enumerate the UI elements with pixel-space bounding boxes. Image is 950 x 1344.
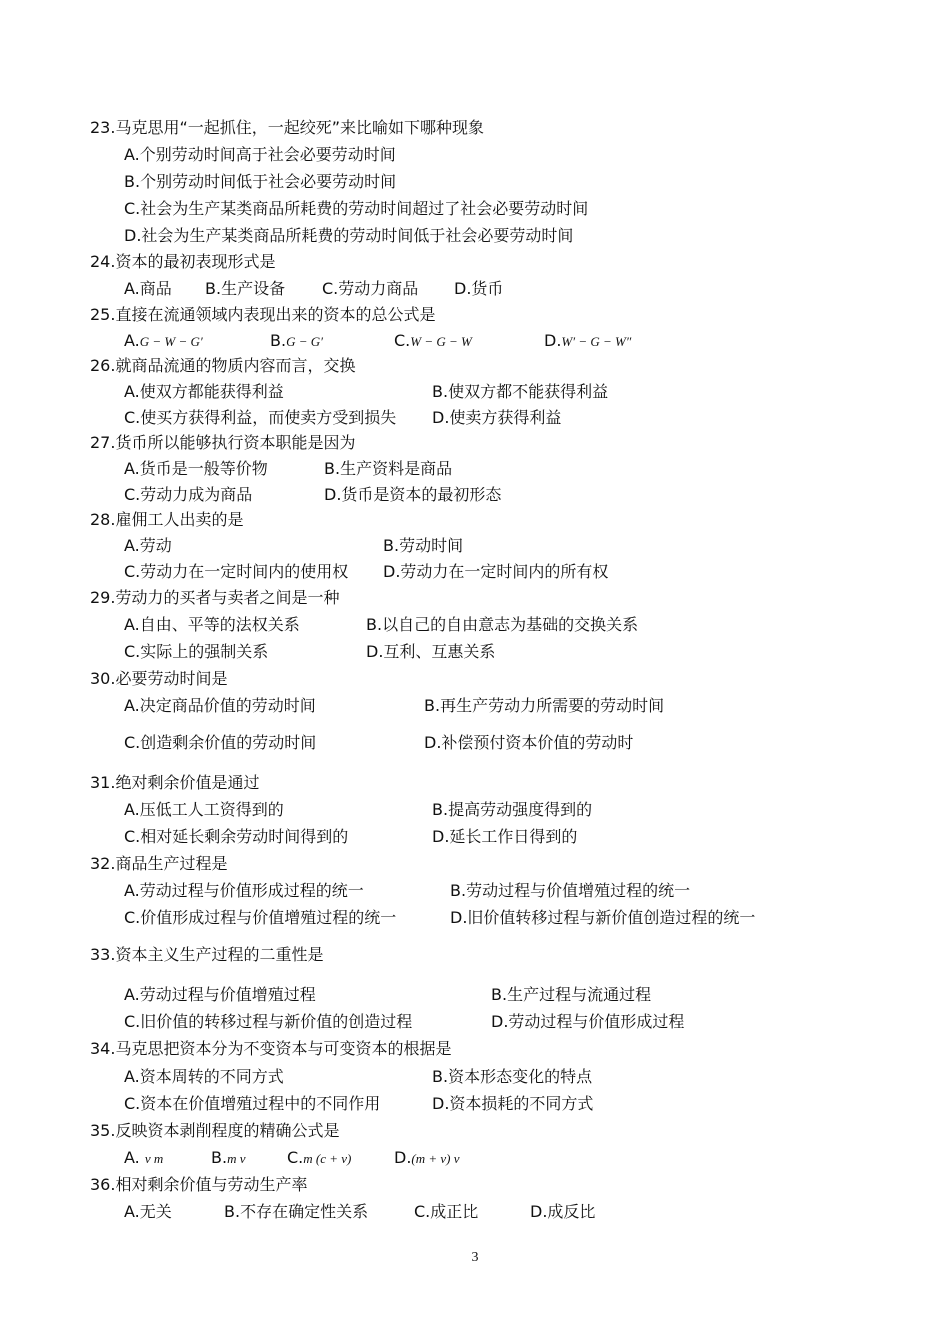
option: A.自由、平等的法权关系 — [124, 615, 300, 634]
option: D.成反比 — [530, 1202, 596, 1221]
option — [211, 1148, 245, 1169]
option — [270, 331, 323, 352]
question-stem: 24.资本的最初表现形式是 — [90, 252, 276, 271]
option — [124, 331, 203, 352]
option: C.劳动力成为商品 — [124, 485, 253, 504]
option: C.价值形成过程与价值增殖过程的统一 — [124, 908, 397, 927]
option: B.生产设备 — [205, 279, 286, 298]
formula: (m + v) v — [411, 1151, 460, 1166]
option: A.资本周转的不同方式 — [124, 1067, 284, 1086]
option: B.提高劳动强度得到的 — [432, 800, 593, 819]
option-label: B. — [270, 331, 287, 350]
option: C.创造剩余价值的劳动时间 — [124, 733, 317, 752]
option: C.社会为生产某类商品所耗费的劳动时间超过了社会必要劳动时间 — [124, 199, 589, 218]
option: D.补偿预付资本价值的劳动时 — [424, 733, 634, 752]
option: C.实际上的强制关系 — [124, 642, 269, 661]
option: C.相对延长剩余劳动时间得到的 — [124, 827, 349, 846]
option — [544, 331, 631, 352]
option — [124, 1148, 163, 1169]
question-stem: 35.反映资本剥削程度的精确公式是 — [90, 1121, 340, 1140]
option: B.劳动时间 — [383, 536, 464, 555]
option: C.劳动力在一定时间内的使用权 — [124, 562, 349, 581]
option: B.劳动过程与价值增殖过程的统一 — [450, 881, 691, 900]
option-label: D. — [544, 331, 562, 350]
option: D.货币 — [454, 279, 504, 298]
option: D.使卖方获得利益 — [432, 408, 562, 427]
option: B.使双方都不能获得利益 — [432, 382, 609, 401]
option: B.资本形态变化的特点 — [432, 1067, 593, 1086]
option: B.个别劳动时间低于社会必要劳动时间 — [124, 172, 397, 191]
question-stem: 30.必要劳动时间是 — [90, 669, 228, 688]
formula: m v — [227, 1151, 246, 1166]
option: C.使买方获得利益，而使卖方受到损失 — [124, 408, 397, 427]
option: D.资本损耗的不同方式 — [432, 1094, 594, 1113]
option: D.货币是资本的最初形态 — [324, 485, 502, 504]
option: B.生产过程与流通过程 — [491, 985, 652, 1004]
question-stem: 36.相对剩余价值与劳动生产率 — [90, 1175, 308, 1194]
option: B.以自己的自由意志为基础的交换关系 — [366, 615, 639, 634]
question-stem: 29.劳动力的买者与卖者之间是一种 — [90, 588, 340, 607]
option: B.再生产劳动力所需要的劳动时间 — [424, 696, 665, 715]
option: B.不存在确定性关系 — [224, 1202, 369, 1221]
option: C.资本在价值增殖过程中的不同作用 — [124, 1094, 381, 1113]
option: C.旧价值的转移过程与新价值的创造过程 — [124, 1012, 413, 1031]
question-stem: 32.商品生产过程是 — [90, 854, 228, 873]
formula: G − W − G′ — [139, 334, 203, 349]
option: A.无关 — [124, 1202, 172, 1221]
option: A.劳动 — [124, 536, 172, 555]
option: A.货币是一般等价物 — [124, 459, 268, 478]
option: A.劳动过程与价值增殖过程 — [124, 985, 316, 1004]
formula: m (c + v) — [303, 1151, 352, 1166]
option: D.延长工作日得到的 — [432, 827, 578, 846]
option: A.压低工人工资得到的 — [124, 800, 284, 819]
formula: W′ − G − W″ — [561, 334, 632, 349]
option: A.劳动过程与价值形成过程的统一 — [124, 881, 364, 900]
option — [394, 1148, 460, 1169]
page-number: 3 — [471, 1250, 479, 1265]
question-stem: 28.雇佣工人出卖的是 — [90, 510, 244, 529]
option — [287, 1148, 351, 1169]
option-label: D. — [394, 1148, 412, 1167]
option: A.商品 — [124, 279, 172, 298]
option: A.使双方都能获得利益 — [124, 382, 284, 401]
question-stem: 31.绝对剩余价值是通过 — [90, 773, 260, 792]
question-stem: 34.马克思把资本分为不变资本与可变资本的根据是 — [90, 1039, 452, 1058]
option: C.劳动力商品 — [322, 279, 419, 298]
option: D.劳动过程与价值形成过程 — [491, 1012, 685, 1031]
option: D.劳动力在一定时间内的所有权 — [383, 562, 609, 581]
question-stem: 25.直接在流通领域内表现出来的资本的总公式是 — [90, 305, 436, 324]
option: A.个别劳动时间高于社会必要劳动时间 — [124, 145, 396, 164]
question-stem: 26.就商品流通的物质内容而言，交换 — [90, 356, 356, 375]
option-label: A. — [124, 1148, 140, 1167]
question-stem: 23.马克思用“一起抓住，一起绞死”来比喻如下哪种现象 — [90, 118, 485, 137]
question-stem: 33.资本主义生产过程的二重性是 — [90, 945, 324, 964]
formula: W − G − W — [410, 334, 472, 349]
formula: v m — [144, 1151, 164, 1166]
option-label: C. — [287, 1148, 304, 1167]
option: A.决定商品价值的劳动时间 — [124, 696, 316, 715]
option-label: B. — [211, 1148, 228, 1167]
option-label: A. — [124, 331, 140, 350]
option: D.社会为生产某类商品所耗费的劳动时间低于社会必要劳动时间 — [124, 226, 574, 245]
option: B.生产资料是商品 — [324, 459, 453, 478]
option — [394, 331, 472, 352]
question-stem: 27.货币所以能够执行资本职能是因为 — [90, 433, 356, 452]
formula: G − G′ — [286, 334, 323, 349]
option: C.成正比 — [414, 1202, 479, 1221]
option: D.互利、互惠关系 — [366, 642, 496, 661]
option-label: C. — [394, 331, 411, 350]
option: D.旧价值转移过程与新价值创造过程的统一 — [450, 908, 756, 927]
